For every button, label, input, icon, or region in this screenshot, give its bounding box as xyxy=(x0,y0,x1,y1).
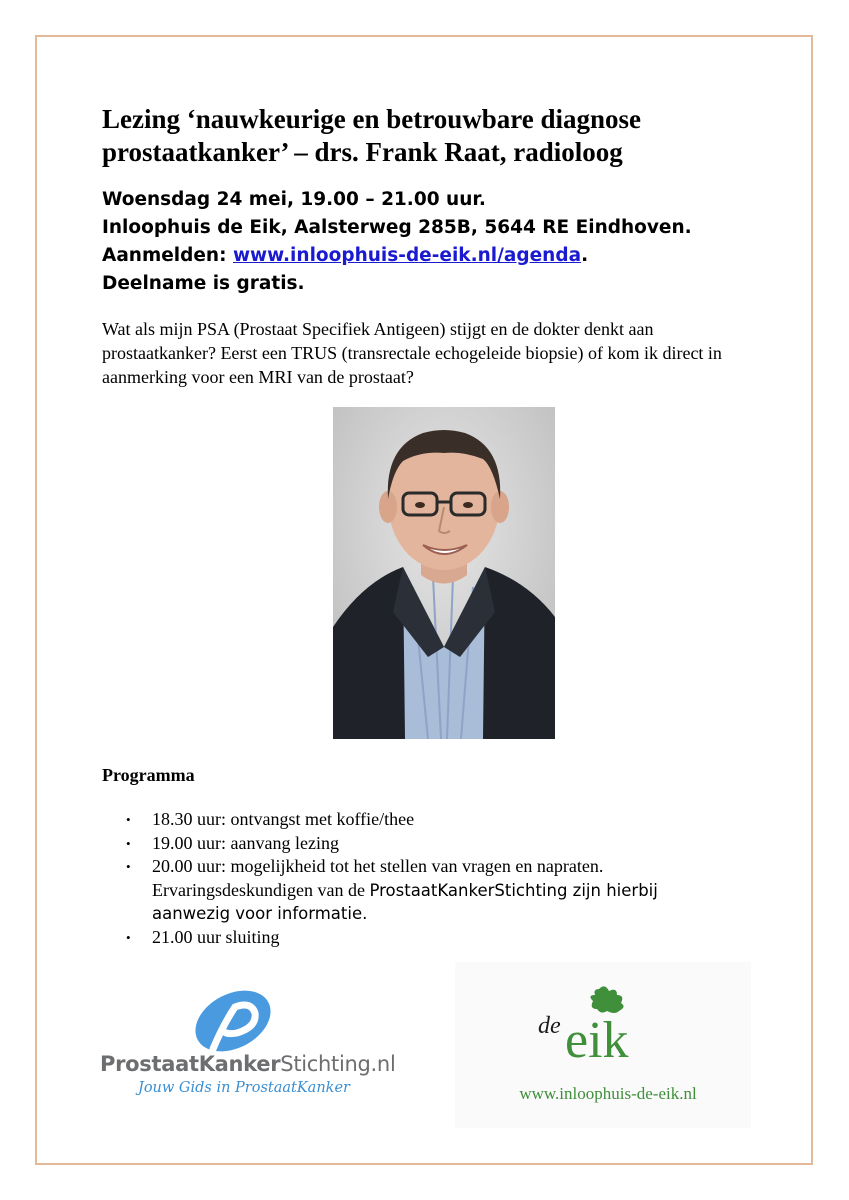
eik-website: www.inloophuis-de-eik.nl xyxy=(519,1084,697,1103)
list-item xyxy=(102,855,722,926)
intro-paragraph: Wat als mijn PSA (Prostaat Specifiek Antigeen) stijgt en de dokter denkt aan prostaatkanker? Eerst een TRUS (transrectale echogeleide biopsie) of kom ik direct in aanmerking voor een MRI van de prostaat? xyxy=(102,319,722,387)
event-location: Inloophuis de Eik, Aalsterweg 285B, 5644 RE Eindhoven. xyxy=(102,217,692,238)
programme-list xyxy=(102,808,722,949)
pks-logo-name xyxy=(100,1052,395,1076)
eik-logo xyxy=(535,985,675,1065)
programme-item-text: 21.00 uur sluiting xyxy=(152,926,280,947)
eik-prefix: de xyxy=(538,1013,561,1039)
bullet-icon: • xyxy=(126,929,131,945)
register-label: Aanmelden: xyxy=(102,245,233,266)
speaker-photo xyxy=(333,407,555,739)
programme-item-text: 18.30 uur: ontvangst met koffie/thee xyxy=(152,809,415,829)
event-info xyxy=(102,186,762,298)
register-period: . xyxy=(581,245,589,266)
list-item xyxy=(102,808,722,832)
event-date: Woensdag 24 mei, 19.00 – 21.00 uur. xyxy=(102,189,486,210)
bullet-icon: • xyxy=(126,859,131,874)
event-registration xyxy=(102,242,762,270)
speaker-portrait-illustration xyxy=(333,407,555,739)
pks-name-bold: ProstaatKanker xyxy=(100,1052,281,1076)
programme-heading: Programma xyxy=(102,765,195,785)
programme-item-text: 19.00 uur: aanvang lezing xyxy=(152,832,339,853)
programme-item-text-after: zijn hierbij aanwezig voor informatie. xyxy=(152,880,658,923)
programme-organisation: ProstaatKankerStichting xyxy=(369,880,568,900)
pks-name-rest: Stichting.nl xyxy=(280,1052,396,1076)
list-item xyxy=(102,832,722,856)
programme-item-text: 20.00 uur: mogelijkheid tot het stellen van vragen en napraten. Ervaringsdeskundigen van de xyxy=(152,856,604,900)
bullet-icon: • xyxy=(126,812,131,827)
list-item xyxy=(102,926,722,950)
eik-name: eik xyxy=(565,1012,629,1065)
lecture-title: Lezing ‘nauwkeurige en betrouwbare diagnose prostaatkanker’ – drs. Frank Raat, radioloog xyxy=(102,104,642,167)
pks-tagline: Jouw Gids in ProstaatKanker xyxy=(138,1080,350,1096)
event-free-entry: Deelname is gratis. xyxy=(102,273,305,294)
agenda-link[interactable]: www.inloophuis-de-eik.nl/agenda xyxy=(232,245,582,266)
oak-leaf-icon xyxy=(590,986,623,1013)
bullet-icon: • xyxy=(126,835,131,851)
